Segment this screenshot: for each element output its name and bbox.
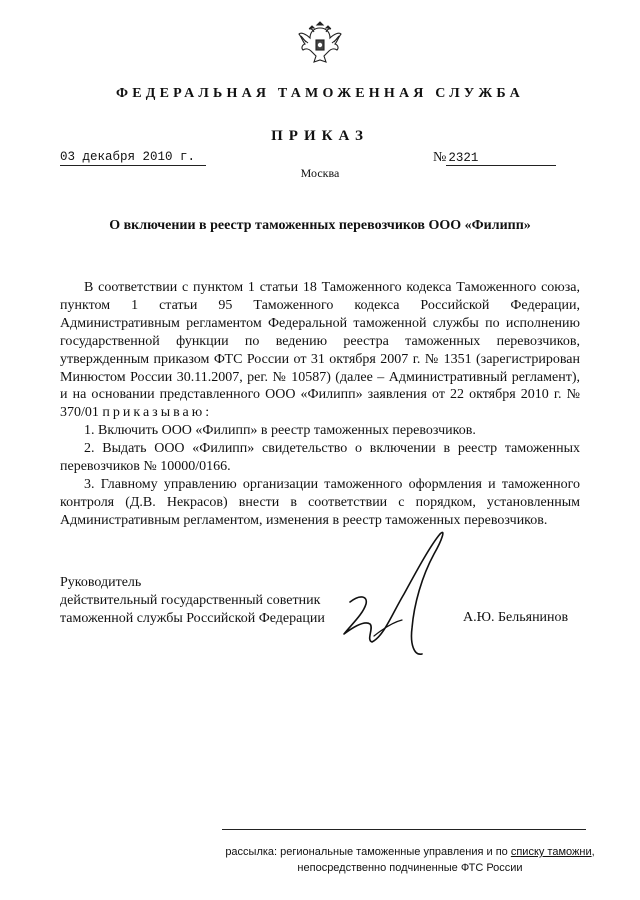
distribution-line: непосредственно подчиненные ФТС России [297, 862, 523, 874]
order-number: 2321 [446, 151, 556, 166]
handwritten-signature [330, 524, 460, 664]
intro-paragraph [60, 279, 580, 422]
russian-coat-of-arms-icon [296, 18, 344, 68]
city: Москва [300, 166, 340, 180]
distribution-prefix: рассылка: региональные таможенные управления и по [225, 846, 511, 858]
signer-title-line: Руководитель [60, 575, 142, 590]
distribution-line [200, 844, 620, 860]
agency-name: ФЕДЕРАЛЬНАЯ ТАМОЖЕННАЯ СЛУЖБА [116, 86, 524, 101]
distribution-list [200, 844, 620, 876]
intro-text: В соответствии с пунктом 1 статьи 18 Таможенного кодекса Таможенного союза, пунктом 1 статьи 95 Таможенного кодекса Российской Федерации, Административным регламентом Федеральной таможенной службы по исполнению государственной функции по ведению реестра таможенных перевозчиков, утвержденным приказом ФТС России от 31 октября 2007 г. № 1351 (зарегистрирован Минюстом России 30.11.2007, рег. № 10587) (далее – Административный регламент), и на основании представленного ООО «Филипп» заявления от 22 октября 2010 г. № 370/01 [60, 280, 580, 421]
number-sign: № [433, 150, 447, 165]
order-number-field [433, 148, 579, 166]
distribution-suffix: , [591, 846, 595, 858]
distribution-link: списку таможни [510, 846, 592, 858]
signer-title-line: таможенной службы Российской Федерации [60, 611, 325, 626]
signer-title [60, 574, 360, 628]
document-body [60, 279, 580, 530]
order-item: 3. Главному управлению организации таможенного оформления и таможенного контроля (Д.В. Некрасов) внести в соответствии с порядком, установленным Административным регламентом, изменения в реестр таможенных перевозчиков. [60, 476, 580, 528]
document-type: ПРИКАЗ [271, 128, 369, 144]
signer-title-line: действительный государственный советник [60, 593, 321, 608]
order-item: 1. Включить ООО «Филипп» в реестр таможенных перевозчиков. [84, 423, 476, 439]
divider [222, 829, 586, 830]
order-date: 03 декабря 2010 г. [60, 150, 206, 166]
signer-name: А.Ю. Бельянинов [463, 610, 569, 625]
order-item: 2. Выдать ООО «Филипп» свидетельство о включении в реестр таможенных перевозчиков № 10000/0166. [60, 441, 580, 475]
order-word: приказываю: [102, 405, 213, 421]
document-subject: О включении в реестр таможенных перевозчиков ООО «Филипп» [109, 218, 531, 233]
